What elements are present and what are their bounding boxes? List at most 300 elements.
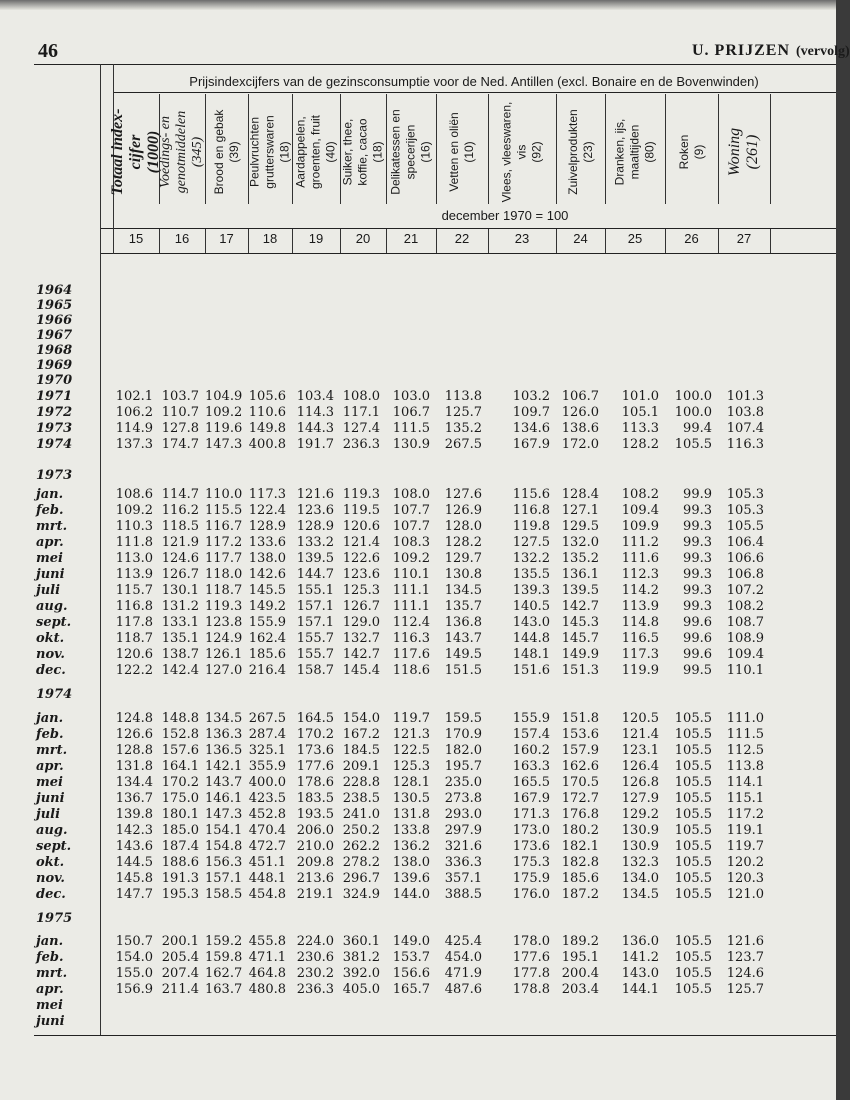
table-cell: 113.8 [726, 759, 764, 774]
table-cell: 324.9 [342, 887, 380, 902]
table-cell: 216.4 [248, 663, 286, 678]
table-cell: 184.5 [342, 743, 380, 758]
row-label: okt. [36, 631, 65, 646]
column-divider [770, 94, 771, 204]
table-cell: 110.0 [205, 487, 243, 502]
table-cell: 99.6 [683, 647, 712, 662]
table-cell: 114.8 [621, 615, 659, 630]
row-label: apr. [36, 759, 64, 774]
table-cell: 109.9 [621, 519, 659, 534]
table-cell: 134.6 [512, 421, 550, 436]
table-cell: 105.1 [621, 405, 659, 420]
row-label: nov. [36, 647, 65, 662]
table-cell: 176.0 [512, 887, 550, 902]
table-cell: 177.8 [512, 966, 550, 981]
page-number: 46 [38, 40, 58, 62]
table-cell: 105.5 [674, 871, 712, 886]
table-cell: 121.4 [621, 727, 659, 742]
table-cell: 150.7 [115, 934, 153, 949]
table-cell: 116.5 [621, 631, 659, 646]
table-cell: 139.8 [115, 807, 153, 822]
column-header-label: Suiker, thee, koffie, cacao (18) [340, 118, 385, 186]
table-cell: 128.0 [444, 519, 482, 534]
table-cell: 105.5 [674, 839, 712, 854]
row-label: okt. [36, 855, 65, 870]
table-cell: 105.5 [674, 887, 712, 902]
table-cell: 100.0 [674, 389, 712, 404]
table-cell: 130.1 [161, 583, 199, 598]
column-header [488, 94, 556, 210]
table-cell: 135.1 [161, 631, 199, 646]
table-cell: 125.3 [342, 583, 380, 598]
table-cell: 158.7 [296, 663, 334, 678]
table-cell: 108.3 [392, 535, 430, 550]
table-cell: 154.1 [205, 823, 243, 838]
table-cell: 206.0 [296, 823, 334, 838]
table-cell: 170.5 [561, 775, 599, 790]
column-number: 16 [174, 231, 190, 246]
table-cell: 105.5 [674, 855, 712, 870]
column-header-label: Vetten en oliën (10) [447, 112, 476, 192]
table-cell: 146.1 [205, 791, 243, 806]
table-cell: 154.8 [205, 839, 243, 854]
table-cell: 117.3 [248, 487, 286, 502]
table-cell: 122.5 [392, 743, 430, 758]
table-cell: 143.6 [115, 839, 153, 854]
column-number: 21 [403, 231, 419, 246]
table-cell: 105.5 [674, 759, 712, 774]
table-cell: 103.8 [726, 405, 764, 420]
table-cell: 107.2 [726, 583, 764, 598]
table-cell: 104.9 [205, 389, 243, 404]
table-cell: 177.6 [512, 950, 550, 965]
table-cell: 149.8 [248, 421, 286, 436]
table-cell: 114.7 [161, 487, 199, 502]
table-cell: 109.7 [512, 405, 550, 420]
table-cell: 103.0 [392, 389, 430, 404]
table-cell: 155.9 [248, 615, 286, 630]
column-header-label: Peulvruchten grutterswaren (18) [247, 115, 292, 189]
table-cell: 109.2 [115, 503, 153, 518]
table-cell: 135.5 [512, 567, 550, 582]
table-cell: 125.7 [726, 982, 764, 997]
column-header [159, 94, 205, 210]
table-cell: 454.8 [248, 887, 286, 902]
table-cell: 143.7 [205, 775, 243, 790]
table-cell: 115.1 [726, 791, 764, 806]
column-header [436, 94, 488, 210]
table-cell: 171.3 [512, 807, 550, 822]
table-cell: 182.0 [444, 743, 482, 758]
table-cell: 108.9 [726, 631, 764, 646]
table-cell: 132.0 [561, 535, 599, 550]
table-cell: 126.9 [444, 503, 482, 518]
table-cell: 211.4 [161, 982, 199, 997]
table-cell: 425.4 [444, 934, 482, 949]
column-header [605, 94, 665, 210]
table-cell: 172.7 [561, 791, 599, 806]
table-cell: 116.2 [161, 503, 199, 518]
table-cell: 99.3 [683, 599, 712, 614]
table-cell: 119.9 [621, 663, 659, 678]
table-cell: 325.1 [248, 743, 286, 758]
table-cell: 105.5 [674, 437, 712, 452]
table-cell: 145.4 [342, 663, 380, 678]
table-cell: 173.0 [512, 823, 550, 838]
table-cell: 133.1 [161, 615, 199, 630]
table-cell: 157.1 [205, 871, 243, 886]
table-cell: 355.9 [248, 759, 286, 774]
table-cell: 219.1 [296, 887, 334, 902]
column-header-label: Roken (9) [676, 134, 706, 170]
table-cell: 108.2 [621, 487, 659, 502]
table-cell: 99.5 [683, 663, 712, 678]
table-cell: 118.7 [205, 583, 243, 598]
table-cell: 99.3 [683, 583, 712, 598]
table-cell: 455.8 [248, 934, 286, 949]
table-cell: 106.7 [392, 405, 430, 420]
table-cell: 193.5 [296, 807, 334, 822]
table-cell: 121.6 [726, 934, 764, 949]
table-cell: 128.2 [621, 437, 659, 452]
table-cell: 105.5 [674, 743, 712, 758]
table-cell: 144.7 [296, 567, 334, 582]
table-cell: 175.0 [161, 791, 199, 806]
table-cell: 155.7 [296, 631, 334, 646]
table-cell: 117.6 [392, 647, 430, 662]
table-cell: 139.5 [296, 551, 334, 566]
table-cell: 200.4 [561, 966, 599, 981]
table-cell: 144.3 [296, 421, 334, 436]
table-cell: 116.3 [726, 437, 764, 452]
column-header-label: Delikatessen en specerijen (16) [388, 109, 433, 195]
table-cell: 138.0 [248, 551, 286, 566]
row-label: mei [36, 551, 63, 566]
table-cell: 154.0 [115, 950, 153, 965]
table-cell: 151.5 [444, 663, 482, 678]
section-continuation: (vervolg) [796, 44, 850, 59]
row-label: 1973 [36, 468, 73, 483]
table-cell: 111.2 [621, 535, 659, 550]
table-cell: 158.5 [205, 887, 243, 902]
body-rule [100, 253, 836, 254]
table-cell: 157.6 [161, 743, 199, 758]
table-cell: 119.3 [205, 599, 243, 614]
table-cell: 155.0 [115, 966, 153, 981]
table-cell: 121.9 [161, 535, 199, 550]
table-cell: 156.9 [115, 982, 153, 997]
table-cell: 109.4 [621, 503, 659, 518]
row-label: feb. [36, 727, 64, 742]
table-cell: 113.9 [621, 599, 659, 614]
table-cell: 127.6 [444, 487, 482, 502]
table-cell: 112.3 [621, 567, 659, 582]
table-cell: 188.6 [161, 855, 199, 870]
table-cell: 152.8 [161, 727, 199, 742]
column-number: 27 [736, 231, 752, 246]
table-cell: 176.8 [561, 807, 599, 822]
column-number: 19 [308, 231, 324, 246]
table-cell: 164.5 [296, 711, 334, 726]
row-label: mrt. [36, 966, 68, 981]
table-cell: 182.8 [561, 855, 599, 870]
table-cell: 136.0 [621, 934, 659, 949]
column-number: 15 [128, 231, 144, 246]
table-cell: 108.7 [726, 615, 764, 630]
table-cell: 189.2 [561, 934, 599, 949]
table-cell: 105.5 [674, 807, 712, 822]
row-label: dec. [36, 663, 66, 678]
table-cell: 157.4 [512, 727, 550, 742]
table-cell: 136.1 [561, 567, 599, 582]
table-cell: 297.9 [444, 823, 482, 838]
table-cell: 113.0 [115, 551, 153, 566]
table-cell: 118.0 [205, 567, 243, 582]
top-rule [34, 64, 836, 65]
table-cell: 128.1 [392, 775, 430, 790]
table-cell: 147.3 [205, 807, 243, 822]
table-cell: 134.5 [621, 887, 659, 902]
table-cell: 123.7 [726, 950, 764, 965]
table-cell: 116.3 [392, 631, 430, 646]
table-cell: 159.2 [205, 934, 243, 949]
table-cell: 224.0 [296, 934, 334, 949]
table-cell: 178.8 [512, 982, 550, 997]
table-cell: 142.4 [161, 663, 199, 678]
table-cell: 108.6 [115, 487, 153, 502]
table-cell: 111.6 [621, 551, 659, 566]
table-cell: 140.5 [512, 599, 550, 614]
row-label: mrt. [36, 743, 68, 758]
bottom-rule [34, 1035, 836, 1036]
table-cell: 129.2 [621, 807, 659, 822]
table-cell: 130.8 [444, 567, 482, 582]
table-cell: 139.6 [392, 871, 430, 886]
table-cell: 151.3 [561, 663, 599, 678]
table-cell: 163.3 [512, 759, 550, 774]
table-cell: 141.2 [621, 950, 659, 965]
table-cell: 136.8 [444, 615, 482, 630]
table-cell: 267.5 [248, 711, 286, 726]
table-title: Prijsindexcijfers van de gezinsconsumptie voor de Ned. Antillen (excl. Bonaire en de Bovenwinden) [189, 74, 759, 89]
table-cell: 143.0 [512, 615, 550, 630]
row-label: dec. [36, 887, 66, 902]
row-label: juli [36, 583, 61, 598]
table-cell: 130.5 [392, 791, 430, 806]
table-cell: 153.7 [392, 950, 430, 965]
table-cell: 111.5 [392, 421, 430, 436]
row-label: 1964 [36, 283, 73, 298]
table-cell: 262.2 [342, 839, 380, 854]
table-cell: 103.4 [296, 389, 334, 404]
table-cell: 160.2 [512, 743, 550, 758]
table-cell: 135.2 [444, 421, 482, 436]
table-cell: 117.1 [342, 405, 380, 420]
table-cell: 241.0 [342, 807, 380, 822]
column-header-label: Voedings- en genotmiddelen (345) [158, 110, 205, 194]
table-cell: 381.2 [342, 950, 380, 965]
table-cell: 195.3 [161, 887, 199, 902]
table-cell: 144.0 [392, 887, 430, 902]
table-cell: 105.5 [726, 519, 764, 534]
table-cell: 144.5 [115, 855, 153, 870]
table-cell: 142.3 [115, 823, 153, 838]
table-cell: 124.6 [726, 966, 764, 981]
row-label: jan. [36, 934, 64, 949]
table-cell: 111.1 [392, 583, 430, 598]
table-cell: 154.0 [342, 711, 380, 726]
table-cell: 185.6 [561, 871, 599, 886]
table-cell: 178.6 [296, 775, 334, 790]
table-cell: 114.9 [115, 421, 153, 436]
table-cell: 127.8 [161, 421, 199, 436]
table-cell: 464.8 [248, 966, 286, 981]
table-cell: 167.9 [512, 437, 550, 452]
table-cell: 134.4 [115, 775, 153, 790]
table-cell: 122.4 [248, 503, 286, 518]
table-cell: 105.5 [674, 791, 712, 806]
page-top-edge [0, 0, 850, 10]
table-cell: 106.8 [726, 567, 764, 582]
table-cell: 203.4 [561, 982, 599, 997]
table-cell: 120.3 [726, 871, 764, 886]
table-cell: 102.1 [115, 389, 153, 404]
table-cell: 118.5 [161, 519, 199, 534]
column-number: 24 [573, 231, 588, 246]
base-period: december 1970 = 100 [441, 208, 569, 223]
table-cell: 392.0 [342, 966, 380, 981]
table-cell: 148.8 [161, 711, 199, 726]
table-cell: 105.5 [674, 727, 712, 742]
table-cell: 448.1 [248, 871, 286, 886]
table-cell: 115.5 [205, 503, 243, 518]
table-cell: 121.4 [342, 535, 380, 550]
section-title [692, 42, 850, 60]
row-label: 1973 [36, 421, 73, 436]
column-header-label: Vlees, vleeswaren, vis (92) [499, 101, 544, 203]
table-cell: 120.6 [342, 519, 380, 534]
table-cell: 139.3 [512, 583, 550, 598]
table-cell: 109.2 [392, 551, 430, 566]
table-cell: 131.8 [392, 807, 430, 822]
table-cell: 106.2 [115, 405, 153, 420]
table-cell: 180.2 [561, 823, 599, 838]
row-label: mrt. [36, 519, 68, 534]
table-cell: 293.0 [444, 807, 482, 822]
table-cell: 116.7 [205, 519, 243, 534]
table-cell: 451.1 [248, 855, 286, 870]
table-cell: 120.2 [726, 855, 764, 870]
table-cell: 470.4 [248, 823, 286, 838]
table-cell: 116.8 [115, 599, 153, 614]
table-cell: 138.0 [392, 855, 430, 870]
table-cell: 105.5 [674, 823, 712, 838]
row-label: 1974 [36, 437, 73, 452]
table-cell: 128.4 [561, 487, 599, 502]
table-cell: 99.3 [683, 503, 712, 518]
table-cell: 177.6 [296, 759, 334, 774]
table-cell: 209.1 [342, 759, 380, 774]
table-cell: 145.7 [561, 631, 599, 646]
table-cell: 99.3 [683, 535, 712, 550]
table-cell: 185.0 [161, 823, 199, 838]
table-cell: 178.0 [512, 934, 550, 949]
table-cell: 132.7 [342, 631, 380, 646]
table-cell: 321.6 [444, 839, 482, 854]
table-cell: 472.7 [248, 839, 286, 854]
table-cell: 162.7 [205, 966, 243, 981]
column-number: 18 [262, 231, 278, 246]
table-cell: 144.8 [512, 631, 550, 646]
table-cell: 119.7 [392, 711, 430, 726]
table-cell: 111.1 [392, 599, 430, 614]
table-cell: 142.7 [342, 647, 380, 662]
row-label: 1972 [36, 405, 73, 420]
table-cell: 114.1 [726, 775, 764, 790]
row-label: apr. [36, 982, 64, 997]
table-cell: 110.3 [115, 519, 153, 534]
table-cell: 210.0 [296, 839, 334, 854]
table-cell: 267.5 [444, 437, 482, 452]
row-label: sept. [36, 615, 72, 630]
table-cell: 173.6 [512, 839, 550, 854]
table-cell: 105.5 [674, 950, 712, 965]
table-cell: 121.0 [726, 887, 764, 902]
table-cell: 126.6 [115, 727, 153, 742]
column-header [340, 94, 386, 210]
table-cell: 135.7 [444, 599, 482, 614]
table-cell: 136.3 [205, 727, 243, 742]
row-label: juni [36, 567, 65, 582]
column-header [386, 94, 436, 210]
table-cell: 119.5 [342, 503, 380, 518]
row-label: jan. [36, 711, 64, 726]
table-cell: 155.7 [296, 647, 334, 662]
table-cell: 117.2 [205, 535, 243, 550]
column-header [248, 94, 292, 210]
table-cell: 162.6 [561, 759, 599, 774]
table-cell: 143.0 [621, 966, 659, 981]
table-cell: 159.5 [444, 711, 482, 726]
table-cell: 423.5 [248, 791, 286, 806]
table-cell: 172.0 [561, 437, 599, 452]
table-cell: 195.1 [561, 950, 599, 965]
table-cell: 119.3 [342, 487, 380, 502]
table-cell: 145.8 [115, 871, 153, 886]
table-cell: 127.5 [512, 535, 550, 550]
table-cell: 113.9 [115, 567, 153, 582]
table-cell: 117.7 [205, 551, 243, 566]
table-cell: 238.5 [342, 791, 380, 806]
column-header-label: Dranken, ijs, maaltijden (80) [612, 118, 657, 186]
table-cell: 127.4 [342, 421, 380, 436]
table-cell: 130.9 [621, 823, 659, 838]
table-cell: 119.8 [512, 519, 550, 534]
column-number: 17 [219, 231, 234, 246]
stub-divider [100, 64, 101, 1035]
row-label: 1975 [36, 911, 73, 926]
row-label: 1966 [36, 313, 73, 328]
table-cell: 99.6 [683, 631, 712, 646]
table-cell: 130.9 [392, 437, 430, 452]
table-cell: 157.9 [561, 743, 599, 758]
table-cell: 124.6 [161, 551, 199, 566]
table-cell: 111.5 [726, 727, 764, 742]
table-cell: 137.3 [115, 437, 153, 452]
table-cell: 128.2 [444, 535, 482, 550]
table-cell: 170.2 [161, 775, 199, 790]
table-cell: 117.2 [726, 807, 764, 822]
